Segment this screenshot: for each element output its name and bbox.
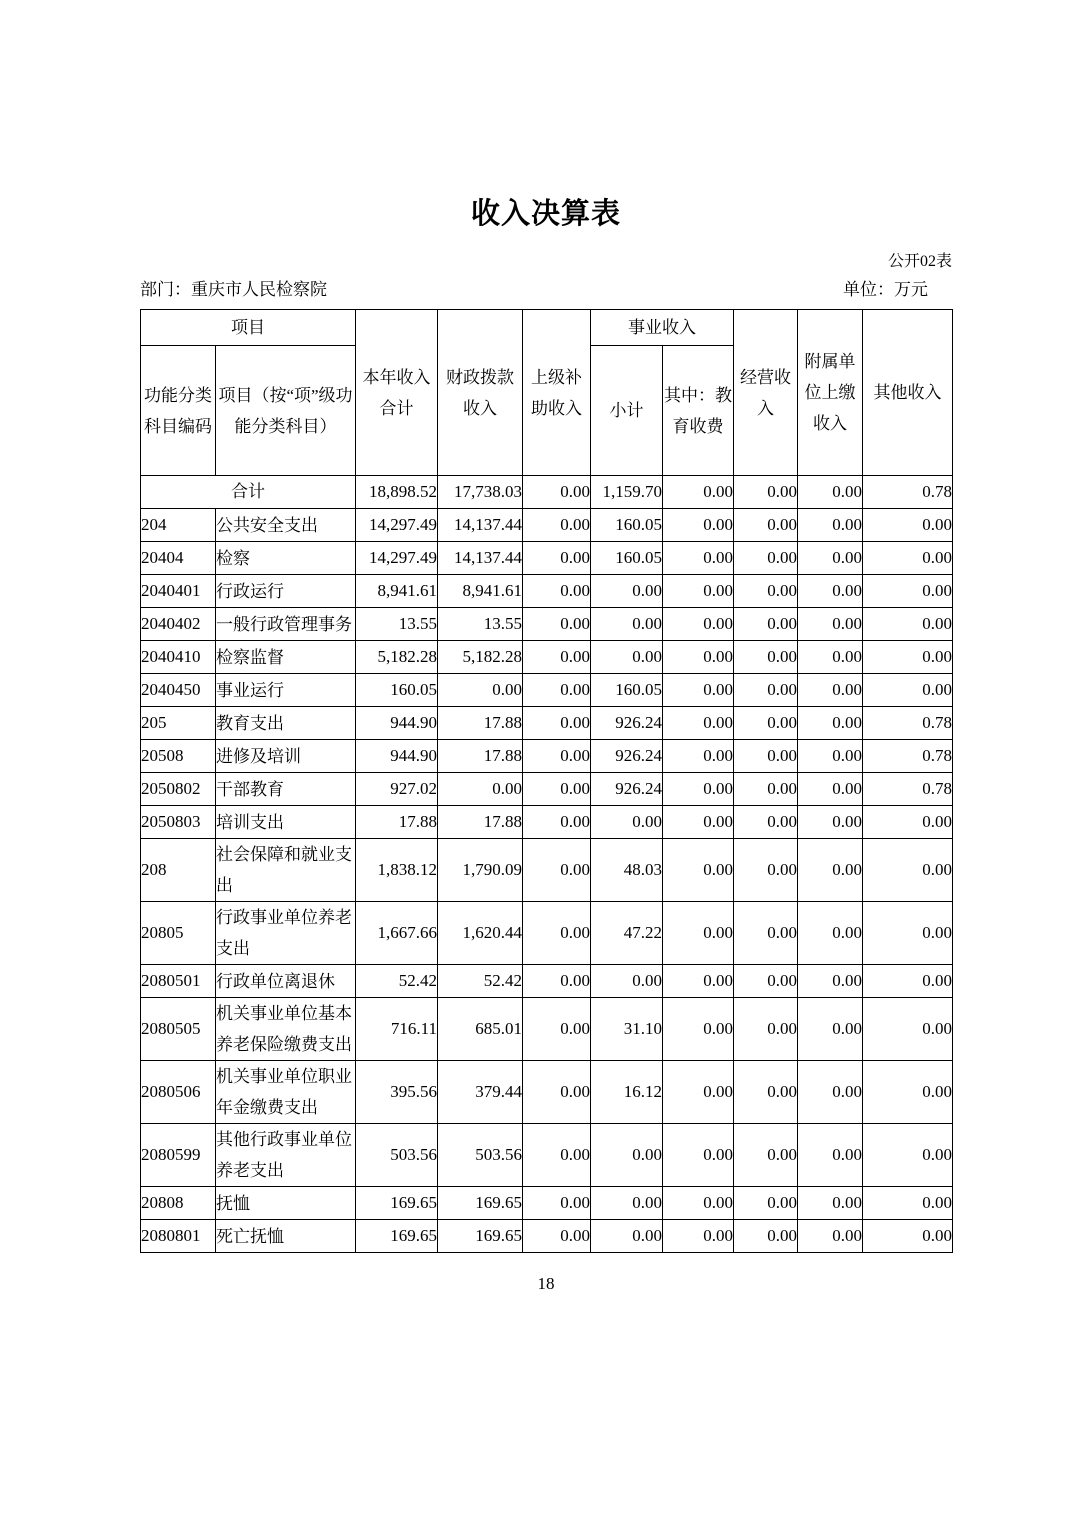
table-row: [141, 998, 953, 1061]
col-header-item: 项目（按“项”级功能分类科目）: [216, 346, 356, 476]
value-cell: 0.00: [523, 806, 591, 839]
value-cell: 0.00: [798, 1220, 863, 1253]
value-cell: 0.00: [798, 902, 863, 965]
value-cell: 160.05: [591, 509, 663, 542]
table-row: [141, 707, 953, 740]
value-cell: 0.00: [591, 641, 663, 674]
value-cell: 17.88: [438, 740, 523, 773]
value-cell: 0.00: [523, 575, 591, 608]
value-cell: 0.00: [863, 998, 953, 1061]
value-cell: 0.00: [798, 608, 863, 641]
value-cell: 0.00: [734, 1220, 798, 1253]
value-cell: 0.00: [734, 707, 798, 740]
value-cell: 0.00: [591, 1220, 663, 1253]
value-cell: 16.12: [591, 1061, 663, 1124]
value-cell: 160.05: [356, 674, 438, 707]
code-cell: 205: [141, 707, 216, 740]
value-cell: 0.00: [798, 998, 863, 1061]
col-header-subtotal: 小计: [591, 346, 663, 476]
table-row: [141, 1061, 953, 1124]
col-header-code: 功能分类科目编码: [141, 346, 216, 476]
value-cell: 0.00: [734, 641, 798, 674]
value-cell: 0.00: [663, 806, 734, 839]
value-cell: 379.44: [438, 1061, 523, 1124]
value-cell: 1,790.09: [438, 839, 523, 902]
value-cell: 0.00: [523, 965, 591, 998]
value-cell: 52.42: [438, 965, 523, 998]
value-cell: 0.00: [798, 707, 863, 740]
value-cell: 13.55: [356, 608, 438, 641]
table-row: [141, 965, 953, 998]
code-cell: 204: [141, 509, 216, 542]
value-cell: 0.00: [663, 998, 734, 1061]
value-cell: 0.00: [734, 998, 798, 1061]
value-cell: 0.00: [798, 839, 863, 902]
value-cell: 0.00: [734, 806, 798, 839]
department-label: 部门：重庆市人民检察院: [140, 280, 327, 299]
header-row-groups: [141, 310, 953, 346]
value-cell: 48.03: [591, 839, 663, 902]
item-cell: 公共安全支出: [216, 509, 356, 542]
value-cell: 0.00: [734, 575, 798, 608]
value-cell: 0.00: [663, 902, 734, 965]
value-cell: 31.10: [591, 998, 663, 1061]
value-cell: 0.00: [798, 476, 863, 509]
value-cell: 8,941.61: [356, 575, 438, 608]
value-cell: 1,838.12: [356, 839, 438, 902]
value-cell: 0.00: [798, 806, 863, 839]
value-cell: 0.00: [863, 806, 953, 839]
table-row: [141, 740, 953, 773]
code-cell: 2080505: [141, 998, 216, 1061]
table-row: [141, 542, 953, 575]
value-cell: 944.90: [356, 707, 438, 740]
value-cell: 0.00: [734, 542, 798, 575]
value-cell: 0.00: [734, 608, 798, 641]
value-cell: 17.88: [356, 806, 438, 839]
table-row: [141, 674, 953, 707]
item-cell: 机关事业单位基本养老保险缴费支出: [216, 998, 356, 1061]
value-cell: 0.00: [523, 740, 591, 773]
value-cell: 0.00: [523, 1124, 591, 1187]
table-row: [141, 902, 953, 965]
value-cell: 0.00: [663, 773, 734, 806]
value-cell: 503.56: [356, 1124, 438, 1187]
item-cell: 其他行政事业单位养老支出: [216, 1124, 356, 1187]
value-cell: 0.00: [863, 608, 953, 641]
code-cell: 208: [141, 839, 216, 902]
code-cell: 2040401: [141, 575, 216, 608]
value-cell: 169.65: [356, 1220, 438, 1253]
value-cell: 0.78: [863, 773, 953, 806]
value-cell: 17,738.03: [438, 476, 523, 509]
value-cell: 0.00: [523, 998, 591, 1061]
value-cell: 0.00: [663, 1124, 734, 1187]
value-cell: 160.05: [591, 674, 663, 707]
value-cell: 0.00: [798, 641, 863, 674]
value-cell: 0.00: [663, 707, 734, 740]
value-cell: 0.00: [863, 1187, 953, 1220]
code-cell: 2040410: [141, 641, 216, 674]
table-row: [141, 1220, 953, 1253]
value-cell: 5,182.28: [438, 641, 523, 674]
value-cell: 0.00: [798, 965, 863, 998]
value-cell: 944.90: [356, 740, 438, 773]
value-cell: 0.00: [798, 773, 863, 806]
value-cell: 0.00: [863, 641, 953, 674]
value-cell: 926.24: [591, 740, 663, 773]
value-cell: 0.00: [863, 1061, 953, 1124]
value-cell: 0.00: [663, 965, 734, 998]
col-header-annual-total: 本年收入合计: [356, 310, 438, 476]
value-cell: 0.00: [523, 641, 591, 674]
value-cell: 0.00: [663, 641, 734, 674]
code-cell: 2080801: [141, 1220, 216, 1253]
value-cell: 0.00: [663, 1187, 734, 1220]
value-cell: 0.78: [863, 707, 953, 740]
value-cell: 0.00: [798, 542, 863, 575]
item-cell: 培训支出: [216, 806, 356, 839]
table-row: [141, 773, 953, 806]
item-cell: 检察监督: [216, 641, 356, 674]
table-row: [141, 806, 953, 839]
value-cell: 0.00: [591, 965, 663, 998]
value-cell: 160.05: [591, 542, 663, 575]
code-cell: 2080599: [141, 1124, 216, 1187]
value-cell: 0.00: [523, 1187, 591, 1220]
financial-table: [140, 309, 953, 1253]
doc-label: 公开02表: [887, 253, 952, 270]
col-header-operating-income: 经营收入: [734, 310, 798, 476]
item-cell: 死亡抚恤: [216, 1220, 356, 1253]
value-cell: 0.00: [798, 575, 863, 608]
value-cell: 926.24: [591, 707, 663, 740]
col-header-superior-subsidy: 上级补助收入: [523, 310, 591, 476]
table-row: [141, 641, 953, 674]
code-cell: 20805: [141, 902, 216, 965]
col-header-education-fee: 其中：教育收费: [663, 346, 734, 476]
value-cell: 0.00: [863, 542, 953, 575]
item-cell: 行政运行: [216, 575, 356, 608]
value-cell: 0.00: [523, 707, 591, 740]
value-cell: 0.00: [523, 542, 591, 575]
value-cell: 0.78: [863, 476, 953, 509]
value-cell: 0.00: [523, 509, 591, 542]
item-cell: 行政单位离退休: [216, 965, 356, 998]
table-row: [141, 509, 953, 542]
item-cell: 行政事业单位养老支出: [216, 902, 356, 965]
value-cell: 0.00: [438, 773, 523, 806]
value-cell: 685.01: [438, 998, 523, 1061]
item-cell: 事业运行: [216, 674, 356, 707]
page-content: [140, 0, 952, 1295]
table-header: [141, 310, 953, 476]
page-title: 收入决算表: [470, 198, 621, 230]
value-cell: 0.00: [734, 509, 798, 542]
value-cell: 0.00: [798, 1187, 863, 1220]
value-cell: 0.00: [591, 806, 663, 839]
code-cell: 2080501: [141, 965, 216, 998]
value-cell: 14,297.49: [356, 509, 438, 542]
page-number: 18: [537, 1274, 555, 1293]
item-cell: 检察: [216, 542, 356, 575]
value-cell: 13.55: [438, 608, 523, 641]
value-cell: 0.00: [798, 1124, 863, 1187]
value-cell: 1,159.70: [591, 476, 663, 509]
code-cell: 2080506: [141, 1061, 216, 1124]
value-cell: 0.00: [734, 476, 798, 509]
total-label-cell: 合计: [141, 476, 356, 509]
value-cell: 0.00: [863, 902, 953, 965]
total-row: [141, 476, 953, 509]
value-cell: 0.00: [591, 608, 663, 641]
value-cell: 169.65: [438, 1220, 523, 1253]
value-cell: 395.56: [356, 1061, 438, 1124]
meta-row: [140, 280, 952, 300]
value-cell: 0.00: [523, 1061, 591, 1124]
value-cell: 0.00: [863, 674, 953, 707]
code-cell: 2040450: [141, 674, 216, 707]
unit-label: 单位：万元: [843, 280, 928, 299]
code-cell: 20808: [141, 1187, 216, 1220]
item-cell: 进修及培训: [216, 740, 356, 773]
value-cell: 716.11: [356, 998, 438, 1061]
value-cell: 0.00: [591, 1124, 663, 1187]
value-cell: 14,137.44: [438, 509, 523, 542]
value-cell: 169.65: [356, 1187, 438, 1220]
table-row: [141, 575, 953, 608]
value-cell: 0.00: [523, 476, 591, 509]
value-cell: 0.00: [798, 509, 863, 542]
value-cell: 0.00: [734, 839, 798, 902]
value-cell: 0.00: [663, 542, 734, 575]
value-cell: 0.00: [863, 1220, 953, 1253]
value-cell: 0.00: [863, 1124, 953, 1187]
value-cell: 0.78: [863, 740, 953, 773]
value-cell: 0.00: [591, 575, 663, 608]
value-cell: 503.56: [438, 1124, 523, 1187]
value-cell: 0.00: [523, 674, 591, 707]
value-cell: 0.00: [734, 773, 798, 806]
value-cell: 0.00: [863, 839, 953, 902]
col-header-affiliated-remit: 附属单位上缴收入: [798, 310, 863, 476]
item-cell: 教育支出: [216, 707, 356, 740]
value-cell: 0.00: [591, 1187, 663, 1220]
item-cell: 机关事业单位职业年金缴费支出: [216, 1061, 356, 1124]
value-cell: 0.00: [734, 740, 798, 773]
value-cell: 0.00: [734, 1124, 798, 1187]
table-row: [141, 608, 953, 641]
value-cell: 169.65: [438, 1187, 523, 1220]
value-cell: 0.00: [734, 1061, 798, 1124]
value-cell: 14,137.44: [438, 542, 523, 575]
value-cell: 0.00: [663, 740, 734, 773]
value-cell: 52.42: [356, 965, 438, 998]
code-cell: 20404: [141, 542, 216, 575]
value-cell: 0.00: [523, 608, 591, 641]
col-header-fiscal-allocation: 财政拨款收入: [438, 310, 523, 476]
table-row: [141, 1124, 953, 1187]
value-cell: 47.22: [591, 902, 663, 965]
value-cell: 0.00: [663, 1220, 734, 1253]
value-cell: 0.00: [438, 674, 523, 707]
value-cell: 0.00: [523, 839, 591, 902]
value-cell: 0.00: [863, 965, 953, 998]
value-cell: 5,182.28: [356, 641, 438, 674]
value-cell: 14,297.49: [356, 542, 438, 575]
value-cell: 0.00: [663, 476, 734, 509]
value-cell: 0.00: [734, 674, 798, 707]
value-cell: 0.00: [663, 509, 734, 542]
value-cell: 0.00: [663, 839, 734, 902]
code-cell: 20508: [141, 740, 216, 773]
value-cell: 17.88: [438, 806, 523, 839]
value-cell: 0.00: [863, 575, 953, 608]
value-cell: 0.00: [523, 1220, 591, 1253]
value-cell: 926.24: [591, 773, 663, 806]
item-cell: 抚恤: [216, 1187, 356, 1220]
table-row: [141, 1187, 953, 1220]
item-cell: 一般行政管理事务: [216, 608, 356, 641]
code-cell: 2040402: [141, 608, 216, 641]
value-cell: 0.00: [798, 1061, 863, 1124]
value-cell: 8,941.61: [438, 575, 523, 608]
value-cell: 0.00: [734, 902, 798, 965]
value-cell: 0.00: [663, 575, 734, 608]
value-cell: 0.00: [798, 740, 863, 773]
code-cell: 2050803: [141, 806, 216, 839]
value-cell: 0.00: [863, 509, 953, 542]
col-header-other-income: 其他收入: [863, 310, 953, 476]
value-cell: 18,898.52: [356, 476, 438, 509]
item-cell: 干部教育: [216, 773, 356, 806]
col-group-item: 项目: [141, 310, 356, 346]
code-cell: 2050802: [141, 773, 216, 806]
value-cell: 0.00: [523, 902, 591, 965]
value-cell: 0.00: [663, 1061, 734, 1124]
col-group-business-income: 事业收入: [591, 310, 734, 346]
table-row: [141, 839, 953, 902]
item-cell: 社会保障和就业支出: [216, 839, 356, 902]
value-cell: 0.00: [523, 773, 591, 806]
value-cell: 0.00: [798, 674, 863, 707]
value-cell: 0.00: [663, 608, 734, 641]
value-cell: 0.00: [663, 674, 734, 707]
value-cell: 927.02: [356, 773, 438, 806]
table-body: [141, 476, 953, 1253]
value-cell: 1,620.44: [438, 902, 523, 965]
value-cell: 0.00: [734, 965, 798, 998]
value-cell: 0.00: [734, 1187, 798, 1220]
value-cell: 1,667.66: [356, 902, 438, 965]
value-cell: 17.88: [438, 707, 523, 740]
